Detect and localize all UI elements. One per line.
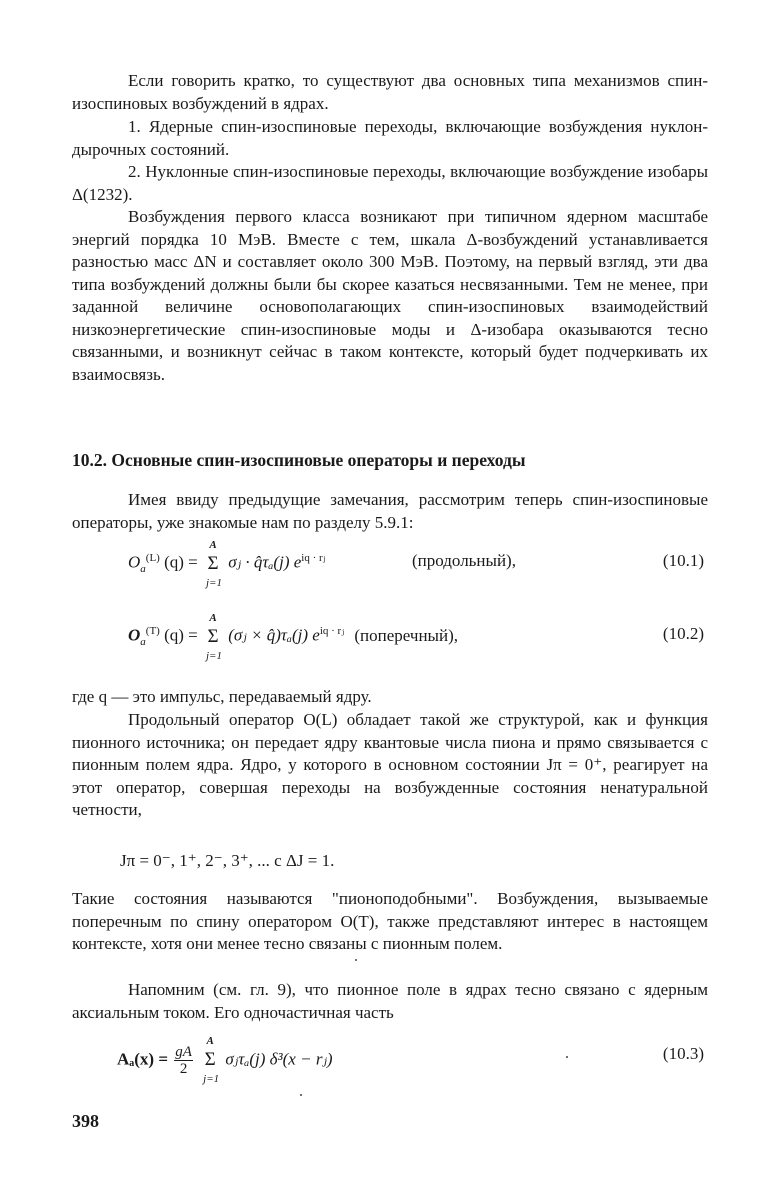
paragraph-pionlike: Такие состояния называются "пионоподобными". Возбуждения, вызываемые поперечным по спину оператором O(T), также представляют интерес в настоящем контексте, хотя они менее тесно связаны с пионным полем. (72, 889, 708, 953)
eq1-exponent: iq · rⱼ (301, 552, 326, 564)
paragraph-longitudinal: Продольный оператор O(L) обладает такой же структурой, как и функция пионного источника; он передает ядру квантовые числа пиона и прямо связывается с пионным полем ядра. Ядро, у которого в основном состоянии Jπ = 0⁺, реагирует на этот оператор, совершая переходы на возбужденные состояния ненатуральной четности, (72, 710, 708, 819)
eq3-lhs: Aₐ(x) = (117, 1049, 168, 1069)
eq3-number: (10.3) (662, 1044, 704, 1063)
scan-speck (300, 1094, 302, 1096)
eq2-term: (σⱼ × q̂)τₐ(j) e (228, 625, 320, 645)
eq1-lhs: (q) = (164, 552, 198, 572)
eq2-number: (10.2) (662, 624, 704, 643)
page-number: 398 (72, 1111, 99, 1131)
summation-symbol: Σ A j=1 (203, 1035, 220, 1086)
eq3-fraction: $\frac{gA}{2}$ (175, 1044, 192, 1077)
section-heading: 10.2. Основные спин-изоспиновые операторы и переходы (72, 450, 526, 470)
eq2-lhs: (q) = (164, 625, 198, 645)
paragraph-excitation-classes: Возбуждения первого класса возникают при типичном ядерном масштабе энергий порядка 10 МэВ. Вместе с тем, шкала Δ-возбуждений устанавливается разностью масс ΔN и составляет около 300 МэВ. Поэтому, на первый взгляд, эти два типа возбуждений должны были бы скорее казаться несвязанными. Тем не менее, при заданной величине основополагающих спин-изоспиновых взаимодействий низкоэнергетические спин-изоспиновые моды и Δ-изобара оказываются тесно связанными, и возникнут сейчас в таком контексте, который будет подчеркивать их взаимосвязь. (72, 207, 708, 384)
eq1-note: (продольный), (412, 551, 516, 570)
equation-10-1-body: $O_a^{(L)}$ (q) = Σ A j=1 σⱼ · q̂τₐ(j) $e^{iq \cdot rⱼ}$ (128, 538, 326, 589)
scan-speck (355, 959, 357, 961)
paragraph-momentum: где q — это импульс, передаваемый ядру. (72, 687, 372, 706)
summation-symbol: Σ A j=1 (206, 611, 222, 662)
eq1-number: (10.1) (662, 551, 704, 570)
eq2-note: (поперечный), (354, 625, 458, 645)
eq2-exponent: iq · rⱼ (319, 625, 345, 637)
paragraph-item-1: 1. Ядерные спин-изоспиновые переходы, включающие возбуждения нуклон-дырочных состояний. (72, 117, 708, 159)
equation-10-1 (0, 537, 782, 587)
paragraph-item-2: 2. Нуклонные спин-изоспиновые переходы, включающие возбуждение изобары Δ(1232). (72, 162, 708, 204)
paragraph-intro: Если говорить кратко, то существуют два основных типа механизмов спин-изоспиновых возбуждений в ядрах. (72, 71, 708, 113)
equation-10-3-body (117, 1035, 333, 1086)
eq3-term: σⱼτₐ(j) δ³(x − rⱼ) (225, 1049, 333, 1069)
eq1-term: σⱼ · q̂τₐ(j) e (228, 552, 302, 572)
equation-10-2-body: $O_a^{(T)}$ (q) = Σ A j=1 (σⱼ × q̂)τₐ(j) $e^{iq \cdot rⱼ}$ (поперечный), (128, 611, 458, 662)
jpi-sequence: Jπ = 0⁻, 1⁺, 2⁻, 3⁺, ... с ΔJ = 1. (120, 851, 335, 870)
paragraph-axial-current: Напомним (см. гл. 9), что пионное поле в ядрах тесно связано с ядерным аксиальным током. Его одночастичная часть (72, 980, 708, 1022)
summation-symbol: Σ A j=1 (206, 538, 222, 589)
paragraph-operators-intro: Имея ввиду предыдущие замечания, рассмотрим теперь спин-изоспиновые операторы, уже знакомые нам по разделу 5.9.1: (72, 490, 708, 532)
equation-10-3 (0, 1030, 782, 1086)
equation-10-2 (0, 610, 782, 660)
scan-speck (566, 1056, 568, 1058)
